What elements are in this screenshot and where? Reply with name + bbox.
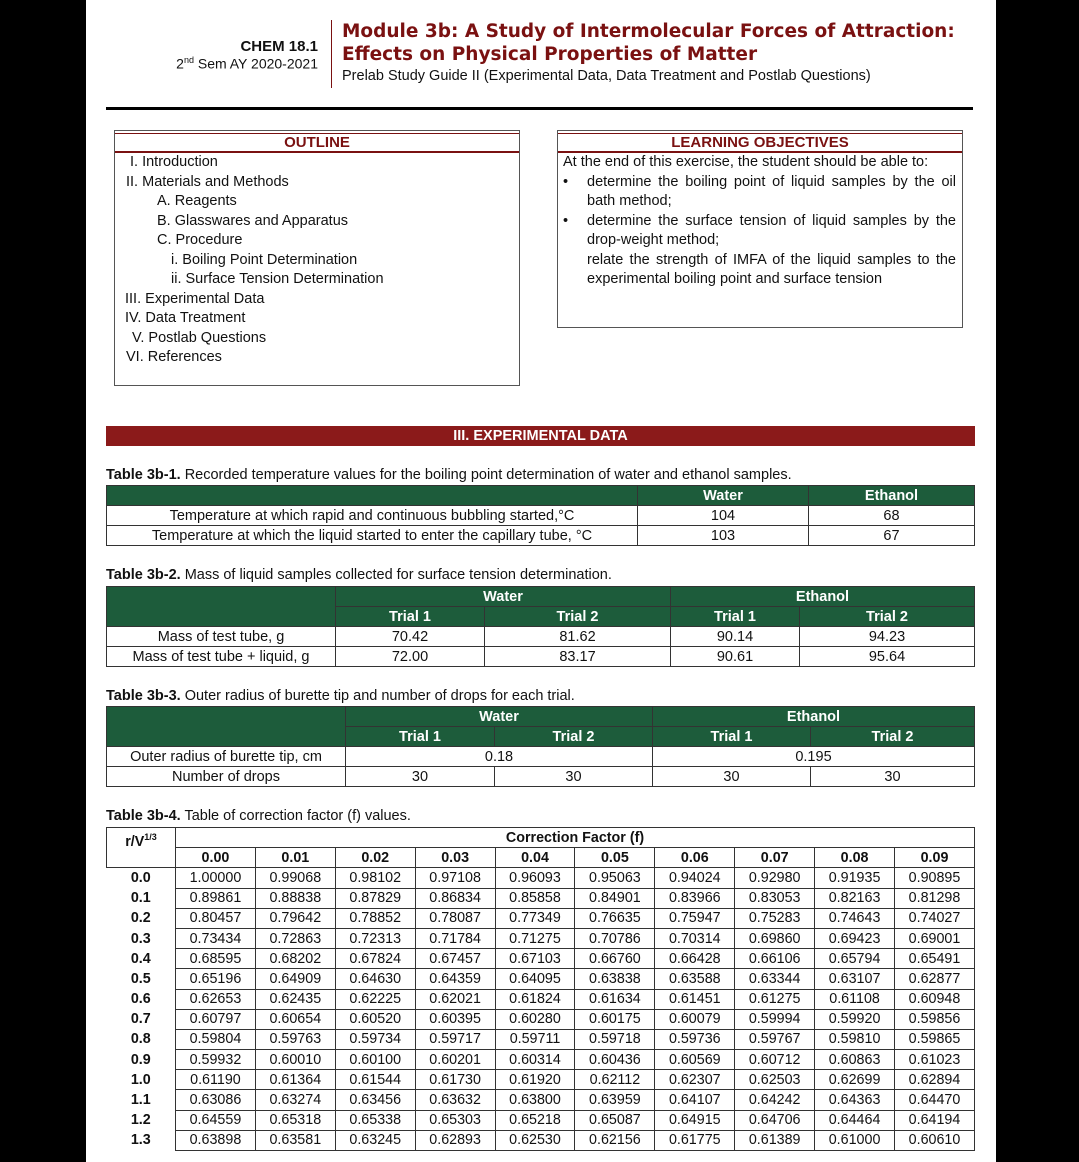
table4-cell: 0.63245 [335,1130,415,1150]
table3-cell: 0.195 [653,747,975,767]
table4-cell: 0.60520 [335,1009,415,1029]
table4-cell: 0.84901 [575,888,655,908]
table4-cell: 0.60712 [735,1050,815,1070]
module-title: Module 3b: A Study of Intermolecular Forces of Attraction: Effects on Physical Properties of Matter [342,21,955,65]
table4-cell: 0.63898 [176,1130,256,1150]
outline-item: IV. Data Treatment [125,310,246,326]
table4-cell: 0.60079 [655,1009,735,1029]
table4-cell: 0.96093 [495,868,575,888]
outline-item: V. Postlab Questions [132,329,267,346]
table4-cell: 0.92980 [735,868,815,888]
table4-cell: 0.60100 [335,1050,415,1070]
table4-cell: 0.94024 [655,868,735,888]
objective-text: relate the strength of IMFA of the liquid samples to the experimental boiling point and surface tension [587,251,956,287]
table2-caption: Table 3b-2. Mass of liquid samples collected for surface tension determination. [106,567,612,583]
table3-trial: Trial 1 [346,727,495,747]
table4-cell: 0.79642 [255,908,335,928]
table-row [107,928,975,948]
table4-row-header: 0.1 [130,890,151,907]
table4-cell: 0.68202 [255,949,335,969]
table-row [107,647,975,667]
table4-cell: 0.61190 [176,1070,256,1090]
outline-list [115,153,519,368]
table1-row-label: Temperature at which the liquid started to enter the capillary tube, °C [107,526,638,546]
table4-cell: 0.61389 [735,1130,815,1150]
table4-cell: 0.62893 [415,1130,495,1150]
table4-cell: 0.74643 [815,908,895,928]
table4-cell: 0.65218 [495,1110,575,1130]
objective-item [558,173,962,212]
table4-cell: 0.64706 [735,1110,815,1130]
table4-row-header: 0.7 [130,1011,151,1028]
table4-cell: 0.69001 [895,928,975,948]
table4-caption: Table 3b-4. Table of correction factor (f) values. [106,808,411,824]
table4-cell: 0.65196 [176,969,256,989]
table-row [107,1050,975,1070]
table4-cell: 0.64194 [895,1110,975,1130]
table1-caption: Table 3b-1. Recorded temperature values for the boiling point determination of water and ethanol samples. [106,467,792,483]
bullet-icon: • [563,173,569,190]
table3-corner [107,707,346,747]
table-row [107,989,975,1009]
table-row [107,908,975,928]
document-page [86,0,996,1162]
table4-cell: 0.59718 [575,1029,655,1049]
outline-box [114,130,520,386]
objectives-list [558,173,962,290]
table2-cell: 72.00 [336,647,485,667]
table4-cell: 0.78852 [335,908,415,928]
table4-cell: 0.77349 [495,908,575,928]
table4-cell: 0.59865 [895,1029,975,1049]
table4-cell: 0.65303 [415,1110,495,1130]
table4-cell: 0.63632 [415,1090,495,1110]
table4-cell: 0.61824 [495,989,575,1009]
table4-cell: 0.63800 [495,1090,575,1110]
table4-cell: 0.62021 [415,989,495,1009]
table4-cell: 0.65087 [575,1110,655,1130]
table4-cell: 0.69423 [815,928,895,948]
table4-row-header: 0.8 [130,1031,151,1048]
table4-cell: 0.75283 [735,908,815,928]
table4-cell: 0.95063 [575,868,655,888]
table-row [107,627,975,647]
outline-item: III. Experimental Data [125,290,265,307]
table4-cell: 0.63838 [575,969,655,989]
table4-cell: 0.97108 [415,868,495,888]
table1-row-label: Temperature at which rapid and continuous bubbling started,°C [107,506,638,526]
table4-col-header: 0.09 [895,848,975,868]
table4-cell: 0.59920 [815,1009,895,1029]
table4-row-header: 0.0 [130,870,151,887]
table2-trial: Trial 2 [800,607,975,627]
table4-cell: 0.98102 [335,868,415,888]
objective-item [558,251,962,290]
table4-cell: 0.64909 [255,969,335,989]
table1-col-water: Water [638,486,809,506]
table4-cell: 0.88838 [255,888,335,908]
table4-cell: 0.85858 [495,888,575,908]
table4-cell: 0.87829 [335,888,415,908]
table3-cell: 30 [811,767,975,787]
table3-col-ethanol: Ethanol [653,707,975,727]
table4-cell: 0.63588 [655,969,735,989]
table4-cell: 0.60654 [255,1009,335,1029]
table2-cell: 90.14 [671,627,800,647]
table4-cell: 0.60175 [575,1009,655,1029]
table4-cell: 0.64363 [815,1090,895,1110]
table2 [106,586,975,667]
table3-cell: 30 [346,767,495,787]
table4-cell: 0.62112 [575,1070,655,1090]
table4-row-header: 1.0 [130,1071,151,1088]
table4-cell: 0.62530 [495,1130,575,1150]
table4-cell: 0.59711 [495,1029,575,1049]
table-row [107,868,975,888]
table-row [107,1090,975,1110]
objectives-box [557,130,963,328]
table4-row-header: 0.9 [130,1051,151,1068]
table4-cell: 0.73434 [176,928,256,948]
table4-row-header: 0.4 [130,950,151,967]
table3-row-label: Outer radius of burette tip, cm [107,747,346,767]
table2-cell: 94.23 [800,627,975,647]
table3-col-water: Water [346,707,653,727]
module-subtitle: Prelab Study Guide II (Experimental Data, Data Treatment and Postlab Questions) [342,68,871,84]
table-row [107,1110,975,1130]
table4-cell: 0.71784 [415,928,495,948]
outline-item: I. Introduction [130,154,218,170]
outline-item: A. Reagents [157,193,237,209]
table4-cell: 0.64242 [735,1090,815,1110]
table4-cell: 0.62503 [735,1070,815,1090]
course-code: CHEM 18.1 [240,38,318,55]
table4-cell: 0.62653 [176,989,256,1009]
table4-col-header: 0.08 [815,848,895,868]
table4-cell: 0.62156 [575,1130,655,1150]
table4-cell: 0.63456 [335,1090,415,1110]
objective-item [558,212,962,251]
table1 [106,485,975,546]
table4-cell: 0.76635 [575,908,655,928]
table4-cell: 0.74027 [895,908,975,928]
table1-cell: 104 [638,506,809,526]
header-divider [331,20,332,88]
table1-corner [107,486,638,506]
table4-cell: 0.69860 [735,928,815,948]
table4-cell: 0.64559 [176,1110,256,1130]
table4-row-header: 1.3 [130,1132,151,1149]
table4-cell: 0.70786 [575,928,655,948]
table3-trial: Trial 2 [811,727,975,747]
table4-cell: 0.64359 [415,969,495,989]
table4-cell: 0.61451 [655,989,735,1009]
table4-cell: 0.67824 [335,949,415,969]
table4-row-header: 0.2 [130,910,151,927]
table4-col-header: 0.03 [415,848,495,868]
table2-trial: Trial 1 [671,607,800,627]
table-row [107,767,975,787]
table4-cell: 0.60436 [575,1050,655,1070]
table2-col-water: Water [336,587,671,607]
table4-cell: 0.63959 [575,1090,655,1110]
table4-cell: 0.61023 [895,1050,975,1070]
table1-cell: 68 [809,506,975,526]
table4-cell: 0.63274 [255,1090,335,1110]
header-rule [106,107,973,110]
table4-cell: 0.61108 [815,989,895,1009]
table-row [107,1029,975,1049]
table3-cell: 0.18 [346,747,653,767]
outline-item: VI. References [126,349,222,365]
table4-cell: 0.59717 [415,1029,495,1049]
table1-cell: 67 [809,526,975,546]
table2-row-label: Mass of test tube, g [107,627,336,647]
table2-trial: Trial 2 [485,607,671,627]
table4-cell: 0.61544 [335,1070,415,1090]
table4-cell: 0.59767 [735,1029,815,1049]
table4-cell: 0.61000 [815,1130,895,1150]
table4-cell: 0.91935 [815,868,895,888]
table4-cell: 0.99068 [255,868,335,888]
table4-cell: 0.59763 [255,1029,335,1049]
table-row [107,949,975,969]
table4-col-header: 0.06 [655,848,735,868]
table4-cell: 0.60948 [895,989,975,1009]
table4-cell: 0.82163 [815,888,895,908]
table4-cell: 0.66428 [655,949,735,969]
table3-row-label: Number of drops [107,767,346,787]
table-row [107,1009,975,1029]
table4-cell: 0.83966 [655,888,735,908]
table2-col-ethanol: Ethanol [671,587,975,607]
outline-item: i. Boiling Point Determination [171,251,358,268]
table4-cell: 0.86834 [415,888,495,908]
table4-cell: 0.60314 [495,1050,575,1070]
table4-cell: 0.59932 [176,1050,256,1070]
table4-cell: 0.66106 [735,949,815,969]
objectives-intro: At the end of this exercise, the student should be able to: [563,154,929,170]
table4-cell: 0.72863 [255,928,335,948]
objective-text: determine the surface tension of liquid samples by the drop-weight method; [587,212,956,248]
table-row [107,1130,975,1150]
table4-cell: 0.64464 [815,1110,895,1130]
table4-cell: 0.60797 [176,1009,256,1029]
table4-row-header: 0.6 [130,991,151,1008]
table4-cell: 0.80457 [176,908,256,928]
table4-cell: 0.68595 [176,949,256,969]
table4-cell: 0.61920 [495,1070,575,1090]
table3-trial: Trial 1 [653,727,811,747]
table4-cell: 1.00000 [176,868,256,888]
table4-cell: 0.75947 [655,908,735,928]
section-title: III. EXPERIMENTAL DATA [106,426,975,446]
table4-cell: 0.62699 [815,1070,895,1090]
table4-cell: 0.59856 [895,1009,975,1029]
table-row [107,969,975,989]
table4-cell: 0.61775 [655,1130,735,1150]
table4-cell: 0.64107 [655,1090,735,1110]
table4-cf-heading: Correction Factor (f) [176,828,975,848]
table4-cell: 0.70314 [655,928,735,948]
semester: 2nd Sem AY 2020-2021 [176,55,318,72]
objectives-heading: LEARNING OBJECTIVES [558,133,962,153]
table4-col-header: 0.07 [735,848,815,868]
table4-cell: 0.60569 [655,1050,735,1070]
table3-caption: Table 3b-3. Outer radius of burette tip and number of drops for each trial. [106,688,575,704]
table4-cell: 0.67457 [415,949,495,969]
outline-item: C. Procedure [157,232,243,248]
table2-row-label: Mass of test tube + liquid, g [107,647,336,667]
table4-col-header: 0.04 [495,848,575,868]
table4-cell: 0.60395 [415,1009,495,1029]
table4-row-header: 0.5 [130,970,151,987]
table3-cell: 30 [653,767,811,787]
table4-col-header: 0.05 [575,848,655,868]
table-row [107,1070,975,1090]
table2-cell: 70.42 [336,627,485,647]
table4-cell: 0.64470 [895,1090,975,1110]
table2-cell: 83.17 [485,647,671,667]
table4-cell: 0.83053 [735,888,815,908]
table4-cell: 0.60280 [495,1009,575,1029]
table4-cell: 0.62877 [895,969,975,989]
table-row [107,888,975,908]
table4-cell: 0.60010 [255,1050,335,1070]
table4-cell: 0.64915 [655,1110,735,1130]
outline-item: II. Materials and Methods [126,173,289,190]
table4-col-header: 0.02 [335,848,415,868]
table2-trial: Trial 1 [336,607,485,627]
table4-cell: 0.61364 [255,1070,335,1090]
table4-cell: 0.63086 [176,1090,256,1110]
table4-cell: 0.65491 [895,949,975,969]
table4-cell: 0.62894 [895,1070,975,1090]
table4-cell: 0.61275 [735,989,815,1009]
table4-cell: 0.89861 [176,888,256,908]
table4-cell: 0.64095 [495,969,575,989]
table2-corner [107,587,336,627]
table4-corner: $r/V^{1/3}$ [107,828,176,868]
table1-cell: 103 [638,526,809,546]
table4-cell: 0.71275 [495,928,575,948]
table4-cell: 0.60610 [895,1130,975,1150]
table4-cell: 0.90895 [895,868,975,888]
table4-cell: 0.64630 [335,969,415,989]
table-row [107,747,975,767]
table4-cell: 0.78087 [415,908,495,928]
table-row [107,506,975,526]
table4-cell: 0.65318 [255,1110,335,1130]
table4-cell: 0.60863 [815,1050,895,1070]
table-row [107,526,975,546]
table4-col-header: 0.01 [255,848,335,868]
table4-row-header: 1.2 [130,1112,151,1129]
table4-cell: 0.66760 [575,949,655,969]
table2-cell: 81.62 [485,627,671,647]
table4-cell: 0.81298 [895,888,975,908]
table4-cell: 0.72313 [335,928,415,948]
outline-item: ii. Surface Tension Determination [171,271,384,287]
table4-cell: 0.62435 [255,989,335,1009]
objective-text: determine the boiling point of liquid samples by the oil bath method; [587,173,956,209]
table4-cell: 0.63344 [735,969,815,989]
table4-cell: 0.63107 [815,969,895,989]
table4-col-header: 0.00 [176,848,256,868]
bullet-icon: • [563,212,569,229]
table4-cell: 0.67103 [495,949,575,969]
table3 [106,706,975,787]
table2-cell: 95.64 [800,647,975,667]
table4-cell: 0.61634 [575,989,655,1009]
table4-row-header: 1.1 [130,1092,151,1109]
outline-heading: OUTLINE [115,133,519,153]
table3-cell: 30 [495,767,653,787]
table4-cell: 0.61730 [415,1070,495,1090]
table4-cell: 0.59810 [815,1029,895,1049]
table4-cell: 0.63581 [255,1130,335,1150]
table4-cell: 0.60201 [415,1050,495,1070]
table4-cell: 0.65338 [335,1110,415,1130]
table4-cell: 0.59804 [176,1029,256,1049]
table2-cell: 90.61 [671,647,800,667]
table4-cell: 0.59736 [655,1029,735,1049]
table3-trial: Trial 2 [495,727,653,747]
table4-cell: 0.62307 [655,1070,735,1090]
table1-col-ethanol: Ethanol [809,486,975,506]
outline-item: B. Glasswares and Apparatus [157,212,349,229]
table4 [106,827,975,1151]
table4-cell: 0.59734 [335,1029,415,1049]
table4-cell: 0.65794 [815,949,895,969]
table4-row-header: 0.3 [130,930,151,947]
table4-cell: 0.62225 [335,989,415,1009]
bullet-icon [558,251,587,290]
table4-cell: 0.59994 [735,1009,815,1029]
